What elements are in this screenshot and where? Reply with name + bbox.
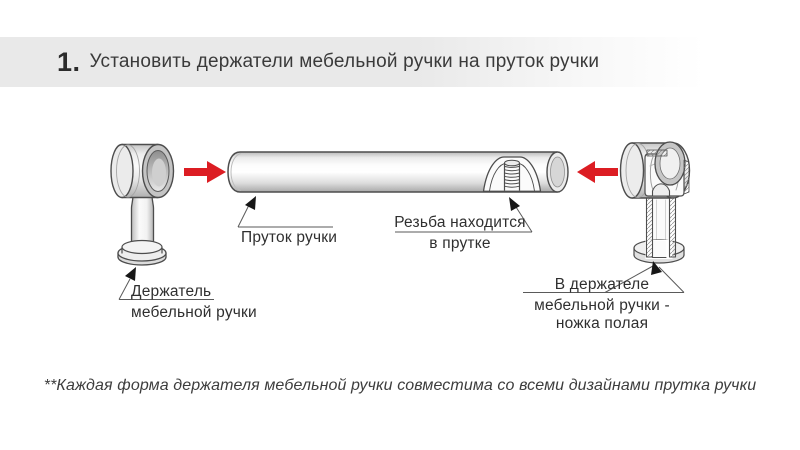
rod-callout-arrowhead-icon: [245, 196, 256, 210]
rod-illustration: [228, 152, 568, 192]
thread-label: [385, 214, 535, 254]
rod-label: [241, 229, 337, 248]
thread-label-line2: в прутке: [429, 235, 491, 252]
red-arrow-right-icon: [577, 161, 618, 183]
holder-left-label-line1: Держатель: [131, 283, 212, 300]
compatibility-footnote: **Каждая форма держателя мебельной ручки совместима со всеми дизайнами прутка ручки: [43, 377, 757, 394]
handle-holder-left-illustration: [111, 145, 174, 266]
step-title: Установить держатели мебельной ручки на пруток ручки: [89, 51, 600, 72]
left-holder-callout-arrowhead-icon: [125, 267, 136, 281]
holder-right-label: [512, 276, 692, 334]
holder-left-label: [131, 283, 257, 322]
holder-right-label-line2: мебельной ручки -: [534, 296, 670, 314]
holder-right-label-line1: В держателе: [554, 276, 650, 293]
handle-holder-right-illustration: [621, 142, 690, 263]
holder-left-label-line2: мебельной ручки: [131, 303, 257, 321]
thread-label-line1: Резьба находится: [394, 213, 526, 231]
red-arrow-left-icon: [184, 161, 226, 183]
rod-label-text: Пруток ручки: [241, 229, 338, 246]
holder-right-label-line3: ножка полая: [555, 315, 649, 332]
thread-callout-arrowhead-icon: [509, 197, 520, 211]
step-number: 1.: [57, 46, 81, 77]
